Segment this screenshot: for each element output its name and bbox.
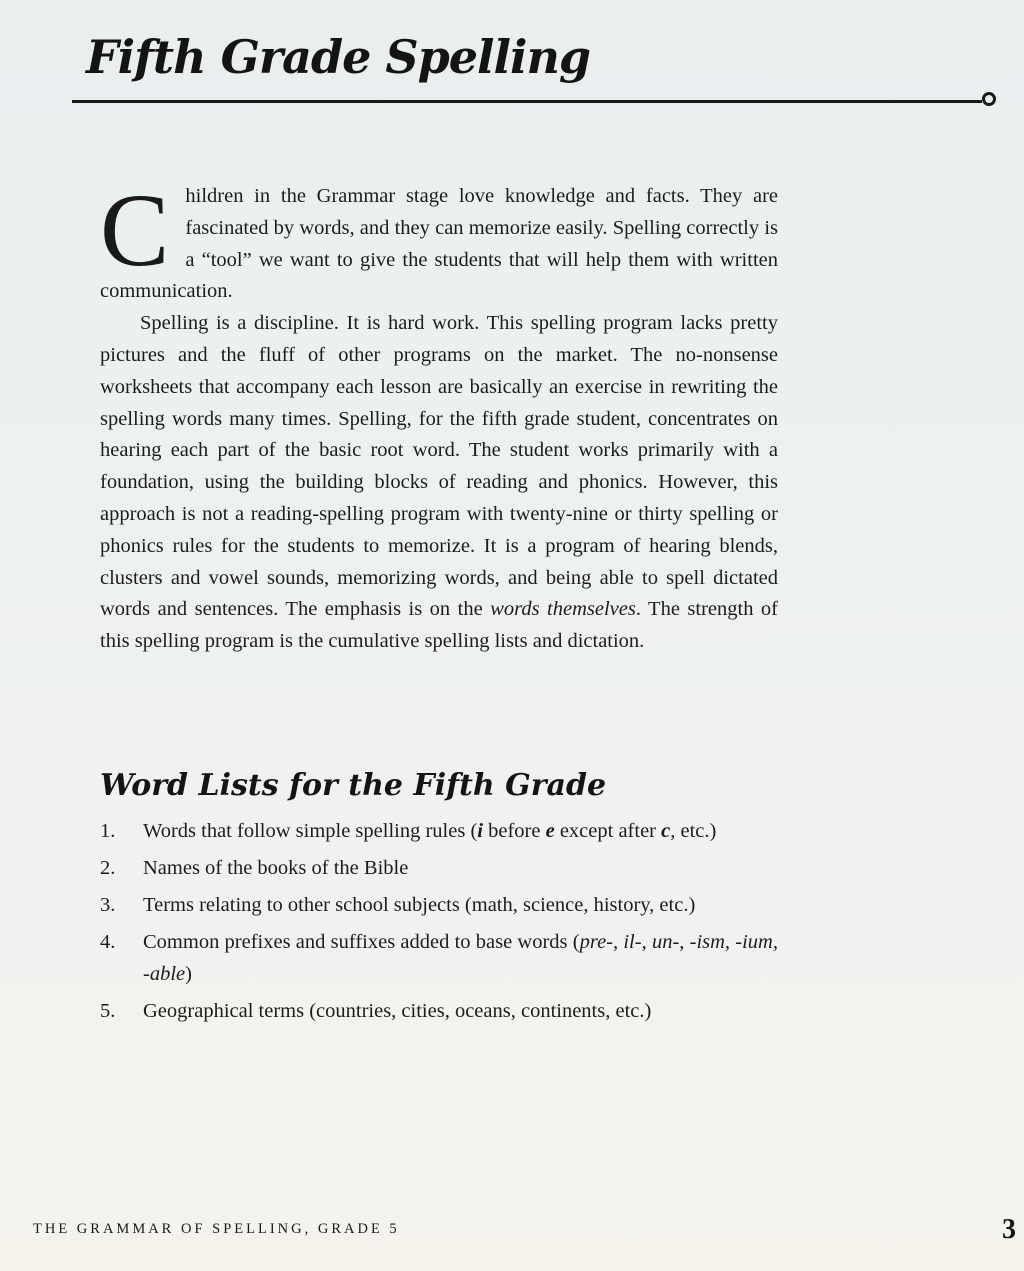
- list-item-number: 1.: [100, 820, 116, 842]
- rule-letter-e: e: [545, 820, 555, 842]
- list-item-number: 5.: [100, 1000, 116, 1022]
- affix-examples: pre-, il-, un-, -ism, -ium, -able: [143, 931, 778, 985]
- intro-paragraph-1: [100, 173, 778, 308]
- rule-letter-i: i: [477, 820, 483, 842]
- drop-cap: C: [100, 173, 170, 288]
- word-lists-heading: Word Lists for the Fifth Grade: [100, 768, 607, 803]
- list-item: [100, 889, 778, 921]
- list-item: [100, 995, 778, 1027]
- emphasis-words-themselves: words themselves: [490, 598, 636, 621]
- list-item-text: except after: [554, 820, 662, 842]
- rule-letter-c: c: [661, 820, 671, 842]
- list-item-text: Terms relating to other school subjects (math, science, history, etc.): [143, 894, 696, 916]
- list-item-number: 2.: [100, 857, 116, 879]
- list-item: [100, 852, 778, 884]
- list-item-text: , etc.): [670, 820, 717, 842]
- page-title: Fifth Grade Spelling: [86, 30, 591, 84]
- intro-paragraph-2-end: . The strength of this spelling program is the cumulative spelling lists and dictation.: [100, 598, 778, 653]
- intro-text: [100, 173, 778, 658]
- list-item-text: Names of the books of the Bible: [143, 857, 409, 879]
- rule-end-circle: [982, 92, 996, 106]
- list-item: [100, 815, 778, 847]
- list-item-text: Geographical terms (countries, cities, oceans, continents, etc.): [143, 1000, 652, 1022]
- page-number: 3: [1002, 1214, 1016, 1245]
- list-item-text: before: [482, 820, 546, 842]
- list-item: [100, 926, 778, 990]
- list-item-text: Words that follow simple spelling rules (: [143, 820, 478, 842]
- intro-paragraph-1-text: hildren in the Grammar stage love knowledge and facts. They are fascinated by words, and they can memorize easily. Spelling correctly is a “tool” we want to give the students that will help them with written communication.: [100, 185, 778, 303]
- list-item-text: ): [185, 963, 192, 985]
- list-item-number: 3.: [100, 894, 116, 916]
- running-footer: THE GRAMMAR OF SPELLING, GRADE 5: [33, 1221, 400, 1237]
- title-rule: [72, 100, 982, 103]
- list-item-number: 4.: [100, 931, 116, 953]
- word-list: [100, 815, 778, 1032]
- intro-paragraph-2: [100, 308, 778, 658]
- intro-paragraph-2-text: Spelling is a discipline. It is hard work. This spelling program lacks pretty pictures and the fluff of other programs on the market. The no-nonsense worksheets that accompany each lesson are basically an exercise in rewriting the spelling words many times. Spelling, for the fifth grade student, concentrates on hearing each part of the basic root word. The student works primarily with a foundation, using the building blocks of reading and phonics. However, this approach is not a reading-spelling program with twenty-nine or thirty spelling or phonics rules for the students to memorize. It is a program of hearing blends, clusters and vowel sounds, memorizing words, and being able to spell dictated words and sentences. The emphasis is on the: [100, 312, 778, 621]
- list-item-text: Common prefixes and suffixes added to base words (: [143, 931, 580, 953]
